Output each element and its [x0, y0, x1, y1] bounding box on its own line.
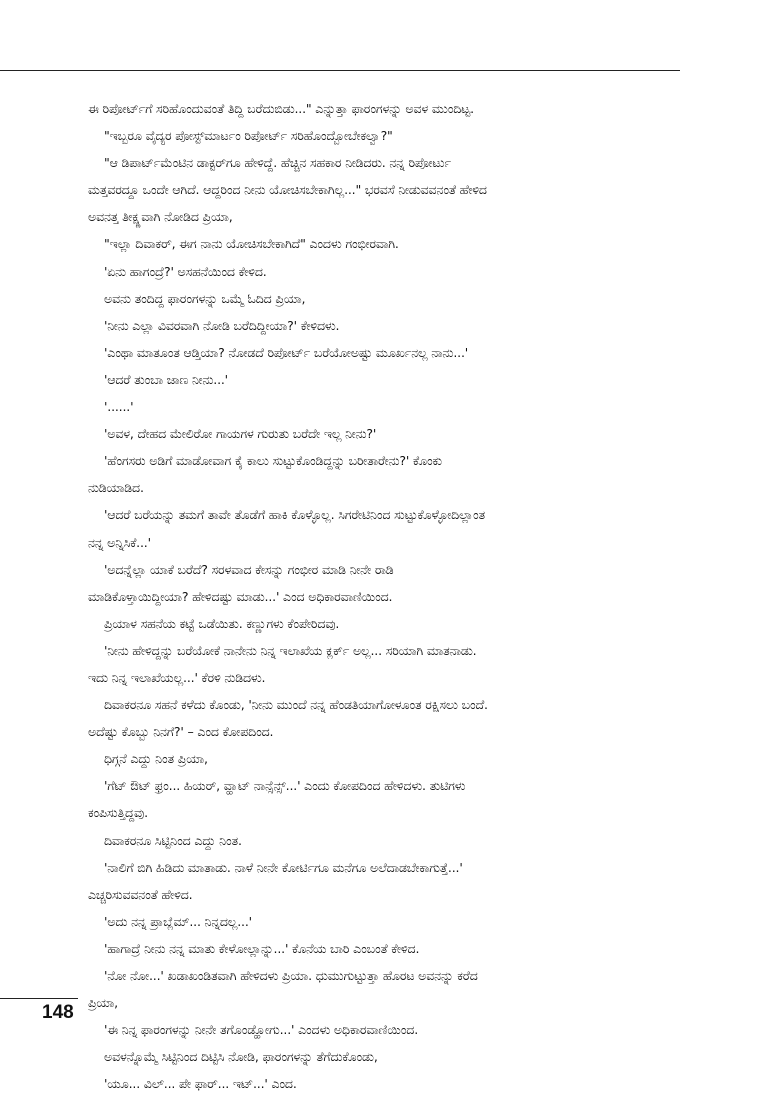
text-line: 'ನೀನು ಹೇಳಿದ್ದನ್ನು ಬರೆಯೋಕೆ ನಾನೇನು ನಿನ್ನ ಇಲಾಖೆಯ ಕ್ಲರ್ಕ್ ಅಲ್ಲ... ಸರಿಯಾಗಿ ಮಾತನಾಡು. [104, 642, 477, 658]
text-line: "ಆ ಡಿಪಾರ್ಟ್‌ಮೆಂಟಿನ ಡಾಕ್ಟರ್‌ಗೂ ಹೇಳಿದ್ದೆ. ಹೆಚ್ಚಿನ ಸಹಕಾರ ನೀಡಿದರು. ನನ್ನ ರಿಪೋರ್ಟು [104, 155, 451, 171]
header-rule [0, 70, 680, 71]
text-line: 'ನೋ ನೋ...' ಖಡಾಖಂಡಿತವಾಗಿ ಹೇಳಿದಳು ಪ್ರಿಯಾ. ಧುಮುಗುಟ್ಟುತ್ತಾ ಹೊರಟ ಅವನನ್ನು ಕರೆದ [104, 968, 478, 983]
text-line: '......' [104, 399, 134, 415]
text-line: "ಇಬ್ಬರೂ ವೈದ್ಯರ ಪೋಸ್ಟ್‌ಮಾರ್ಟಂ ರಿಪೋರ್ಟ್ ಸರಿಹೊಂದ್ಬೋಬೇಕಲ್ವಾ?" [104, 128, 393, 144]
text-line: 'ನೀನು ಎಲ್ಲಾ ವಿವರವಾಗಿ ನೋಡಿ ಬರೆದಿದ್ದೀಯಾ?' ಕೇಳಿದಳು. [104, 317, 340, 333]
text-line: ನನ್ನ ಅನ್ನಿಸಿಕೆ...' [88, 534, 151, 550]
text-line: ಅವಳನ್ನೊಮ್ಮೆ ಸಿಟ್ಟಿನಿಂದ ದಿಟ್ಟಿಸಿ ನೋಡಿ, ಫಾರಂಗಳನ್ನು ತೆಗೆದುಕೊಂಡು, [104, 1049, 378, 1065]
text-line: ಅವನು ತಂದಿದ್ದ ಫಾರಂಗಳನ್ನು ಒಮ್ಮೆ ಓದಿದ ಪ್ರಿಯಾ, [104, 290, 306, 306]
text-line: 'ಆದರೆ ಬರೆಯನ್ನು ತಮಗೆ ತಾವೇ ತೊಡೆಗೆ ಹಾಕಿ ಕೊಳ್ಳೊಲ್ಲ. ಸಿಗರೇಟಿನಿಂದ ಸುಟ್ಟುಕೊಳ್ಳೋದಿಲ್ಲಾಂತ [104, 507, 486, 523]
text-line: ಕಂಪಿಸುತ್ತಿದ್ದವು. [88, 805, 148, 821]
text-line: ಧಿಗ್ಗನೆ ಎದ್ದು ನಿಂತ ಪ್ರಿಯಾ, [104, 751, 208, 767]
text-line: ಈ ರಿಪೋರ್ಟ್‌ಗೆ ಸರಿಹೊಂದುವಂತೆ ತಿದ್ದಿ ಬರೆದುಬಿಡು..." ಎನ್ನುತ್ತಾ ಫಾರಂಗಳನ್ನು ಅವಳ ಮುಂದಿಟ್ಟ. [88, 101, 474, 116]
text-line: 'ಗೆಟ್ ಔಟ್ ಫ್ರಂ... ಹಿಯರ್, ವ್ಹಾಟ್ ನಾನ್ಸೆನ್ಸ್...' ಎಂದು ಕೋಪದಿಂದ ಹೇಳಿದಳು. ತುಟಿಗಳು [104, 778, 466, 794]
text-line: 'ಹಾಗಾದ್ರೆ ನೀನು ನನ್ನ ಮಾತು ಕೇಳೋಲ್ಲಾನ್ನು...' ಕೊನೆಯ ಬಾರಿ ಎಂಬಂತೆ ಕೇಳಿದ. [104, 940, 420, 956]
text-line: ದಿವಾಕರನೂ ಸಹನೆ ಕಳೆದು ಕೊಂಡು, 'ನೀನು ಮುಂದೆ ನನ್ನ ಹೆಂಡತಿಯಾಗೋಳೂಂತ ರಕ್ಷಿಸಲು ಬಂದೆ. [104, 697, 488, 713]
text-line: ಅದೆಷ್ಟು ಕೊಬ್ಬು ನಿನಗೆ?' – ಎಂದ ಕೋಪದಿಂದ. [88, 724, 274, 740]
text-line: 'ಈ ನಿನ್ನ ಫಾರಂಗಳನ್ನು ನೀನೇ ತಗೊಂಡ್ಹೋಗು...' ಎಂದಳು ಅಧಿಕಾರವಾಣಿಯಿಂದ. [104, 1022, 419, 1038]
text-line: 'ಎಂಥಾ ಮಾತೂಂತ ಆಡ್ತಿಯಾ? ನೋಡದೆ ರಿಪೋರ್ಟ್ ಬರೆಯೋಅಷ್ಟು ಮೂರ್ಖನಲ್ಲ ನಾನು...' [104, 344, 469, 360]
text-line: ಮತ್ತವರದ್ದೂ ಒಂದೇ ಆಗಿದೆ. ಆದ್ದರಿಂದ ನೀನು ಯೋಚಿಸಬೇಕಾಗಿಲ್ಲ..." ಭರವಸೆ ನೀಡುವವನಂತೆ ಹೇಳಿದ [88, 182, 487, 198]
text-line: 'ಹೆಂಗಸರು ಅಡಿಗೆ ಮಾಡೋವಾಗ ಕೈ ಕಾಲು ಸುಟ್ಟುಕೊಂಡಿದ್ದನ್ನು ಬರೀತಾರೇನು?' ಕೊಂಕು [104, 453, 442, 469]
text-line: "ಇಲ್ಲಾ ದಿವಾಕರ್, ಈಗ ನಾನು ಯೋಚಿಸಬೇಕಾಗಿದೆ" ಎಂದಳು ಗಂಭೀರವಾಗಿ. [104, 236, 399, 252]
text-line: 'ಏನು ಹಾಗಂದ್ರೆ?' ಅಸಹನೆಯಿಂದ ಕೇಳಿದ. [104, 263, 267, 279]
text-line: ಅವನತ್ತ ತೀಕ್ಷ್ಣವಾಗಿ ನೋಡಿದ ಪ್ರಿಯಾ, [88, 209, 233, 225]
text-line: ನುಡಿಯಾಡಿದ. [88, 480, 144, 496]
text-line: 'ಅದನ್ನೆಲ್ಲಾ ಯಾಕೆ ಬರೆದೆ? ಸರಳವಾದ ಕೇಸನ್ನು ಗಂಭೀರ ಮಾಡಿ ನೀನೇ ರಾಡಿ [104, 561, 394, 577]
text-line: ಎಚ್ಚರಿಸುವವನಂತೆ ಹೇಳಿದ. [88, 886, 193, 902]
footer-rule [0, 998, 78, 999]
text-line: ಇದು ನಿನ್ನ ಇಲಾಖೆಯಲ್ಲ...' ಕೆರಳಿ ನುಡಿದಳು. [88, 669, 266, 685]
text-line: ದಿವಾಕರನೂ ಸಿಟ್ಟಿನಿಂದ ಎದ್ದು ನಿಂತ. [104, 832, 242, 848]
page-body-text [88, 95, 680, 1097]
text-line: 'ಆದರೆ ತುಂಬಾ ಜಾಣ ನೀನು...' [104, 371, 228, 387]
page-number: 148 [42, 1002, 74, 1023]
text-line: ಪ್ರಿಯಾಳ ಸಹನೆಯ ಕಟ್ಟೆ ಒಡೆಯಿತು. ಕಣ್ಣುಗಳು ಕೆಂಪೇರಿದವು. [104, 615, 340, 631]
text-line: ಪ್ರಿಯಾ, [88, 995, 118, 1011]
text-line: 'ಯೂ... ವಿಲ್... ಪೇ ಫಾರ್... ಇಟ್...' ಎಂದ. [104, 1076, 297, 1092]
text-line: 'ಅದು ನನ್ನ ಪ್ರಾಬ್ಲೆಮ್... ನಿನ್ನದಲ್ಲ...' [104, 913, 252, 929]
text-line: 'ನಾಲಿಗೆ ಬಿಗಿ ಹಿಡಿದು ಮಾತಾಡು. ನಾಳೆ ನೀನೇ ಕೋರ್ಟಿಗೂ ಮನೆಗೂ ಅಲೆದಾಡಬೇಕಾಗುತ್ತೆ...' [104, 859, 463, 875]
text-line: ಮಾಡಿಕೊಳ್ತಾಯಿದ್ದೀಯಾ? ಹೇಳಿದಷ್ಟು ಮಾಡು...' ಎಂದ ಅಧಿಕಾರವಾಣಿಯಿಂದ. [88, 588, 393, 604]
text-line: 'ಅವಳ, ದೇಹದ ಮೇಲಿರೋ ಗಾಯಗಳ ಗುರುತು ಬರೆದೇ ಇಲ್ಲ ನೀನು?' [104, 426, 377, 442]
